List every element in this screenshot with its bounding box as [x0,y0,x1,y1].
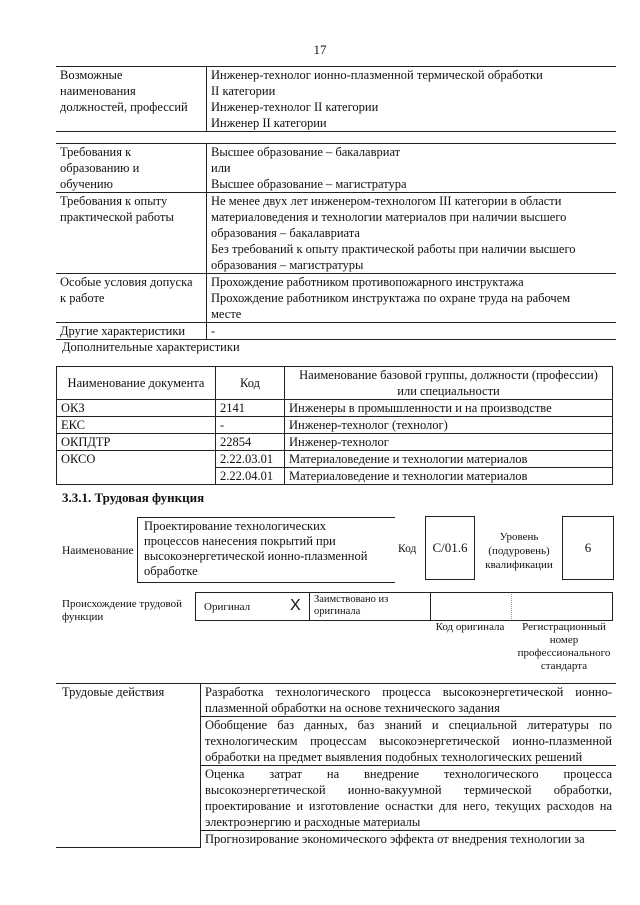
header-group-name: Наименование базовой группы, должности (профессии) или специальности [285,367,613,400]
positions-value-line: Инженер II категории [211,116,327,130]
positions-table [56,66,616,132]
function-name-line: высокоэнергетической ионно-плазменной [144,549,368,563]
experience-value-cell [207,193,617,274]
code-cell: 2.22.03.01 [216,451,285,468]
origin-label [62,598,182,624]
function-level-label [478,530,560,572]
name-cell: Материаловедение и технологии материалов [285,468,613,485]
function-name-line: обработке [144,564,198,578]
reg-caption-line: профессионального [517,647,611,659]
special-conditions-label-line: к работе [60,291,105,305]
page-number: 17 [313,42,327,57]
level-label-line: Уровень [499,531,539,543]
origin-original-cell [195,592,309,621]
origin-code-cell [430,592,512,621]
reg-caption-line: Регистрационный [522,621,606,633]
labor-action-item: Обобщение баз данных, баз знаний и специальной литературы по технологическим процессам высокоэнергетической ионно-плазменной обработки на предмет выявления подобных технологических решений [201,717,617,766]
function-name-label: Наименование [62,545,134,557]
education-value-line: Высшее образование – бакалавриат [211,145,401,159]
doc-cell: ЕКС [57,417,216,434]
origin-reg-number-cell [511,592,613,621]
education-label-cell [56,144,207,193]
classifiers-header-row [57,367,613,400]
doc-cell: ОКПДТР [57,434,216,451]
other-characteristics-label-cell: Другие характеристики [56,323,207,340]
special-conditions-value-line: месте [211,307,242,321]
experience-value-line: материаловедения и технологии материалов при наличии высшего [211,210,567,224]
other-characteristics-row [56,323,616,340]
education-label-line: обучению [60,177,113,191]
experience-value-line: Не менее двух лет инженером-технологом III категории в области [211,194,562,208]
doc-cell: ОКЗ [57,400,216,417]
education-label-line: Требования к [60,145,132,159]
positions-label-line: Возможные [60,68,123,82]
doc-cell: ОКСО [57,451,216,485]
experience-value-line: образования – бакалавриата [211,226,360,240]
original-label: Оригинал [204,601,251,613]
code-cell: - [216,417,285,434]
positions-label-cell [56,67,207,132]
positions-value-line: Инженер-технолог ионно-плазменной термической обработки [211,68,543,82]
reg-caption-line: номер [549,634,579,646]
education-value-cell [207,144,617,193]
table-row [57,417,613,434]
experience-label-line: практической работы [60,210,174,224]
table-row [57,434,613,451]
other-characteristics-value-cell: - [207,323,617,340]
code-cell: 2141 [216,400,285,417]
education-value-line: Высшее образование – магистратура [211,177,407,191]
labor-actions-label: Трудовые действия [56,684,201,848]
labor-actions-table [56,683,616,848]
origin-label-line: Происхождение трудовой [62,598,183,610]
function-name-box [137,517,395,583]
labor-action-item: Разработка технологического процесса высокоэнергетической ионно-плазменной обработки на основе технического задания [201,684,617,717]
special-conditions-value-cell [207,274,617,323]
table-row [57,451,613,468]
original-mark: X [290,597,301,614]
borrowed-label-line: оригинала [314,606,361,617]
origin-borrowed-cell [309,592,430,621]
table-row [57,400,613,417]
education-label-line: образованию и [60,161,140,175]
header-document: Наименование документа [57,367,216,400]
labor-action-item: Прогнозирование экономического эффекта от внедрения технологии за [201,831,617,848]
requirements-table [56,143,616,340]
special-conditions-value-line: Прохождение работником инструктажа по охране труда на рабочем [211,291,571,305]
reg-number-caption [512,621,616,673]
additional-characteristics-title: Дополнительные характеристики [62,340,240,354]
special-conditions-label-line: Особые условия допуска [60,275,193,289]
header-code: Код [216,367,285,400]
borrowed-label-line: Заимствовано из [314,594,389,605]
name-cell: Инженеры в промышленности и на производстве [285,400,613,417]
code-original-caption: Код оригинала [435,621,505,633]
function-level-value: 6 [562,516,614,580]
reg-caption-line: стандарта [540,660,588,672]
name-cell: Инженер-технолог (технолог) [285,417,613,434]
positions-value-cell [207,67,617,132]
special-conditions-label-cell [56,274,207,323]
function-name-line: процессов нанесения покрытий при [144,534,336,548]
function-name-line: Проектирование технологических [144,519,327,533]
positions-label-line: должностей, профессий [60,100,188,114]
name-cell: Материаловедение и технологии материалов [285,451,613,468]
classifiers-table [56,366,613,485]
borrowed-label [314,594,388,618]
function-code-value: C/01.6 [425,516,475,580]
labor-action-item: Оценка затрат на внедрение технологического процесса высокоэнергетической ионно-вакуумной термической обработки, проектирование и изготовление оснастки для него, текущих расходов на электроэнергию и расходные материалы [201,766,617,831]
positions-value-line: II категории [211,84,276,98]
experience-row [56,193,616,274]
experience-value-line: Без требований к опыту практической работы при наличии высшего [211,242,576,256]
education-value-line: или [211,161,231,175]
function-code-label: Код [398,543,417,555]
level-label-line: квалификации [485,559,553,571]
experience-value-line: образования – магистратуры [211,258,364,272]
origin-label-line: функции [62,611,104,623]
experience-label-line: Требования к опыту [60,194,168,208]
section-title: 3.3.1. Трудовая функция [62,490,205,505]
experience-label-cell [56,193,207,274]
positions-value-line: Инженер-технолог II категории [211,100,379,114]
code-cell: 2.22.04.01 [216,468,285,485]
code-cell: 22854 [216,434,285,451]
positions-label-line: наименования [60,84,136,98]
level-label-line: (подуровень) [488,545,550,557]
special-conditions-row [56,274,616,323]
special-conditions-value-line: Прохождение работником противопожарного инструктажа [211,275,524,289]
education-row [56,144,616,193]
name-cell: Инженер-технолог [285,434,613,451]
